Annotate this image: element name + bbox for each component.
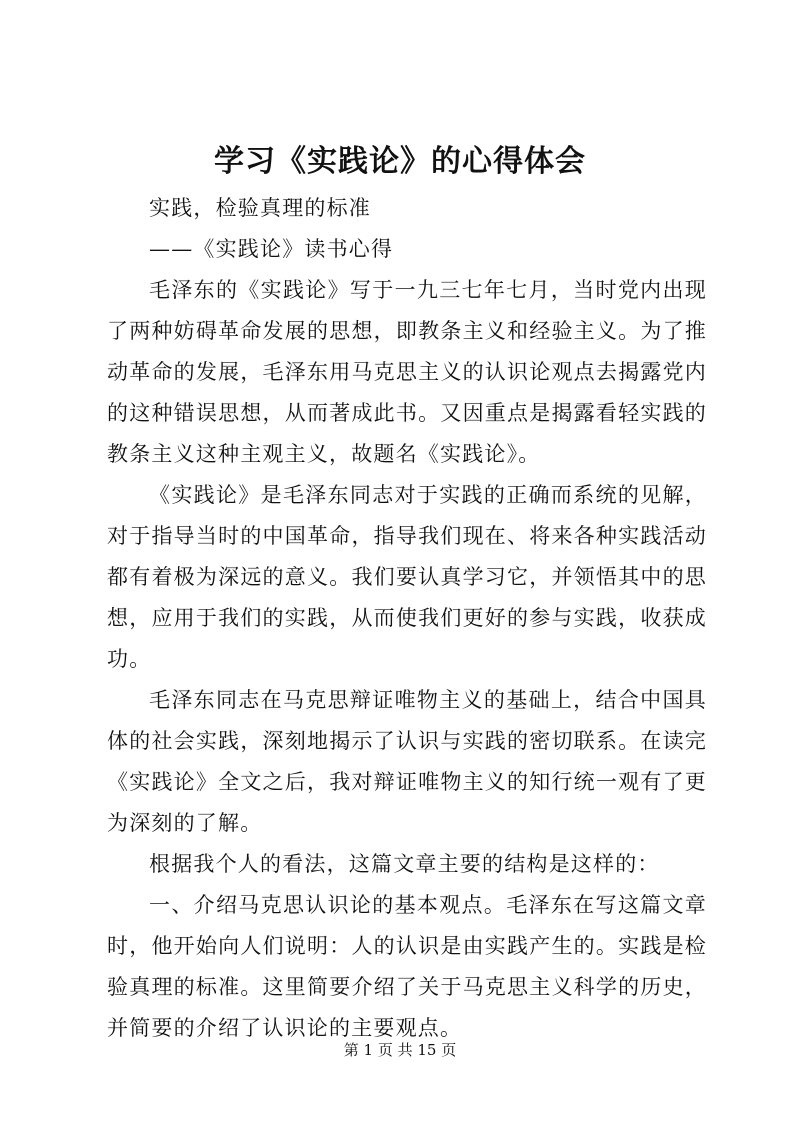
subtitle-note: ——《实践论》读书心得 <box>149 237 394 261</box>
paragraph: 《实践论》是毛泽东同志对于实践的正确而系统的见解，对于指导当时的中国革命，指导我们现在、将来各种实践活动都有着极为深远的意义。我们要认真学习它，并领悟其中的思想，应用于我们的实践，从而使我们更好的参与实践，收获成功。 <box>107 483 707 671</box>
page-footer: 第 1 页 共 15 页 <box>343 1041 457 1059</box>
paragraph: 毛泽东同志在马克思辩证唯物主义的基础上，结合中国具体的社会实践，深刻地揭示了认识与实践的密切联系。在读完《实践论》全文之后，我对辩证唯物主义的知行统一观有了更为深刻的了解。 <box>107 688 707 835</box>
paragraph: 毛泽东的《实践论》写于一九三七年七月，当时党内出现了两种妨碍革命发展的思想，即教条主义和经验主义。为了推动革命的发展，毛泽东用马克思主义的认识论观点去揭露党内的这种错误思想，从而著成此书。又因重点是揭露看轻实践的教条主义这种主观主义，故题名《实践论》。 <box>107 278 707 466</box>
subtitle: 实践，检验真理的标准 <box>149 196 371 220</box>
document-title: 学习《实践论》的心得体会 <box>214 144 586 179</box>
paragraph: 一、介绍马克思认识论的基本观点。毛泽东在写这篇文章时，他开始向人们说明：人的认识是由实践产生的。实践是检验真理的标准。这里简要介绍了关于马克思主义科学的历史，并简要的介绍了认识论的主要观点。 <box>107 893 707 1040</box>
document-body <box>107 188 707 1049</box>
paragraph: 根据我个人的看法，这篇文章主要的结构是这样的： <box>149 852 660 876</box>
